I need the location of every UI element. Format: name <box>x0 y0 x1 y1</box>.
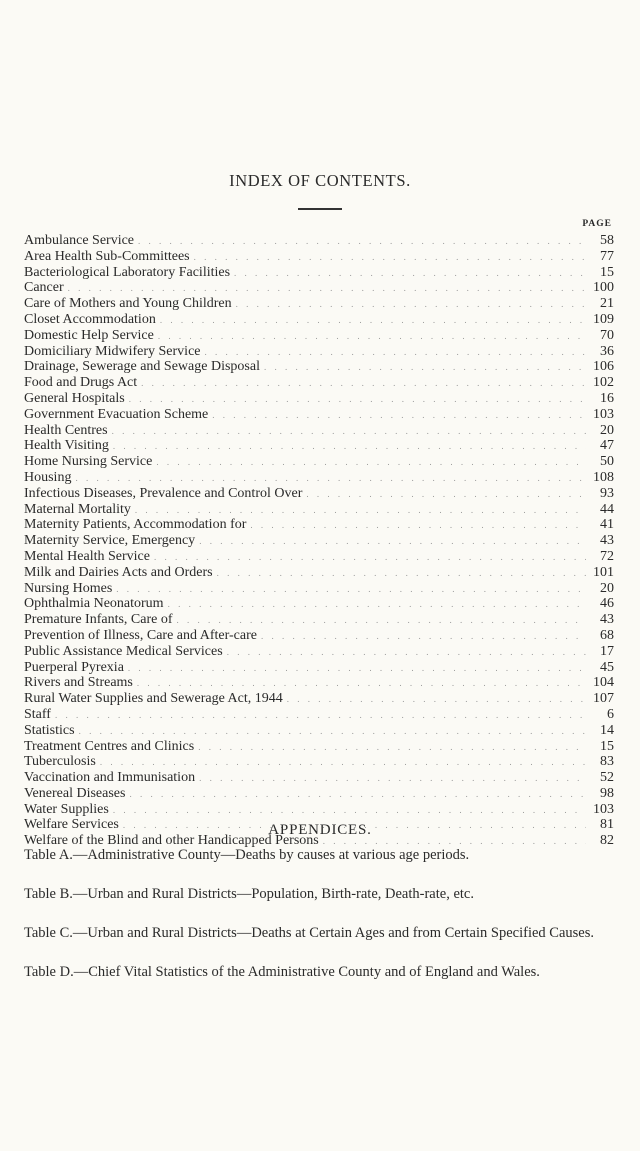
dot-leader <box>194 740 586 756</box>
entry-page: 46 <box>600 596 614 612</box>
entry-page: 36 <box>600 343 614 359</box>
entry-label: Health Visiting <box>24 438 109 454</box>
index-entry <box>24 660 614 676</box>
dot-leader <box>190 250 586 266</box>
entry-page: 104 <box>593 675 614 691</box>
page-title: INDEX OF CONTENTS. <box>229 171 411 190</box>
appendix-item: Table A.—Administrative County—Deaths by causes at various age periods. <box>24 847 470 863</box>
index-entry <box>24 786 614 802</box>
entry-page: 16 <box>600 390 614 406</box>
entry-page: 98 <box>600 785 614 801</box>
index-entry <box>24 581 614 597</box>
index-entry <box>24 565 614 581</box>
index-entry <box>24 454 614 470</box>
index-entry <box>24 328 614 344</box>
index-entry <box>24 470 614 486</box>
entry-label: Closet Accommodation <box>24 311 156 327</box>
entry-page: 47 <box>600 438 614 454</box>
index-entry <box>24 533 614 549</box>
entry-page: 17 <box>600 643 614 659</box>
dot-leader <box>195 771 586 787</box>
entry-label: Prevention of Illness, Care and After-care <box>24 627 257 643</box>
index-entry <box>24 344 614 360</box>
entry-label: Welfare Services <box>24 817 119 833</box>
entry-page: 58 <box>600 233 614 248</box>
index-entry <box>24 233 614 249</box>
entry-label: Maternity Service, Emergency <box>24 533 196 549</box>
entry-label: Maternity Patients, Accommodation for <box>24 517 247 533</box>
index-entry <box>24 675 614 691</box>
entry-label: General Hospitals <box>24 390 125 406</box>
entry-label: Water Supplies <box>24 801 109 817</box>
entry-label: Food and Drugs Act <box>24 375 138 391</box>
entry-label: Nursing Homes <box>24 580 113 596</box>
index-entry <box>24 596 614 612</box>
index-entry <box>24 407 614 423</box>
dot-leader <box>71 471 586 487</box>
entry-label: Milk and Dairies Acts and Orders <box>24 564 213 580</box>
entry-page: 20 <box>600 422 614 438</box>
entry-label: Rivers and Streams <box>24 675 133 691</box>
index-entry <box>24 644 614 660</box>
entry-page: 21 <box>600 296 614 312</box>
dot-leader <box>109 439 586 455</box>
entry-page: 81 <box>600 817 614 833</box>
dot-leader <box>154 329 586 345</box>
dot-leader <box>223 645 586 661</box>
index-entry <box>24 754 614 770</box>
entry-label: Puerperal Pyrexia <box>24 659 124 675</box>
entry-page: 41 <box>600 517 614 533</box>
dot-leader <box>164 597 586 613</box>
dot-leader <box>134 234 586 250</box>
dot-leader <box>302 487 586 503</box>
entry-label: Staff <box>24 706 51 722</box>
entry-page: 103 <box>593 801 614 817</box>
index-entry <box>24 723 614 739</box>
appendix-item: Table C.—Urban and Rural Districts—Deaths at Certain Ages and from Certain Specified Causes. <box>24 925 594 941</box>
page-column-header: PAGE <box>582 219 612 229</box>
appendix-item: Table D.—Chief Vital Statistics of the Administrative County and of England and Wales. <box>24 964 540 980</box>
entry-label: Treatment Centres and Clinics <box>24 738 195 754</box>
entry-label: Venereal Diseases <box>24 785 126 801</box>
entry-label: Rural Water Supplies and Sewerage Act, 1944 <box>24 691 283 707</box>
index-entry <box>24 423 614 439</box>
index-entry <box>24 265 614 281</box>
dot-leader <box>137 376 586 392</box>
entry-label: Bacteriological Laboratory Facilities <box>24 264 231 280</box>
entry-label: Government Evacuation Scheme <box>24 406 209 422</box>
entry-label: Care of Mothers and Young Children <box>24 296 232 312</box>
index-entry <box>24 691 614 707</box>
entry-page: 15 <box>600 264 614 280</box>
appendix-item: Table B.—Urban and Rural Districts—Population, Birth-rate, Death-rate, etc. <box>24 886 474 902</box>
dot-leader <box>232 297 586 313</box>
dot-leader <box>75 724 586 740</box>
entry-page: 45 <box>600 659 614 675</box>
dot-leader <box>201 345 586 361</box>
dot-leader <box>260 360 586 376</box>
index-entry <box>24 612 614 628</box>
entry-label: Infectious Diseases, Prevalence and Control Over <box>24 485 303 501</box>
index-entry <box>24 770 614 786</box>
dot-leader <box>156 313 586 329</box>
entry-label: Welfare of the Blind and other Handicapped Persons <box>24 833 319 849</box>
dot-leader <box>64 281 586 297</box>
index-entry <box>24 438 614 454</box>
dot-leader <box>51 708 586 724</box>
entry-page: 20 <box>600 580 614 596</box>
index-entry <box>24 502 614 518</box>
dot-leader <box>131 503 586 519</box>
entry-label: Cancer <box>24 280 64 296</box>
entry-page: 103 <box>593 406 614 422</box>
entry-label: Home Nursing Service <box>24 454 153 470</box>
appendices-heading: APPENDICES. <box>268 822 372 838</box>
entry-label: Premature Infants, Care of <box>24 612 173 628</box>
entry-label: Domiciliary Midwifery Service <box>24 343 201 359</box>
dot-leader <box>246 518 586 534</box>
title-rule <box>298 208 342 210</box>
entry-page: 70 <box>600 327 614 343</box>
entry-label: Drainage, Sewerage and Sewage Disposal <box>24 359 260 375</box>
index-entry <box>24 549 614 565</box>
index-entry <box>24 517 614 533</box>
entry-page: 50 <box>600 454 614 470</box>
index-list <box>24 233 614 849</box>
dot-leader <box>109 803 586 819</box>
index-entry <box>24 312 614 328</box>
dot-leader <box>173 613 587 629</box>
entry-label: Maternal Mortality <box>24 501 131 517</box>
dot-leader <box>125 787 586 803</box>
entry-label: Public Assistance Medical Services <box>24 643 223 659</box>
entry-label: Housing <box>24 469 72 485</box>
dot-leader <box>133 676 586 692</box>
dot-leader <box>283 692 586 708</box>
dot-leader <box>150 550 586 566</box>
entry-page: 72 <box>600 548 614 564</box>
entry-label: Ophthalmia Neonatorum <box>24 596 164 612</box>
index-entry <box>24 375 614 391</box>
entry-page: 108 <box>593 469 614 485</box>
entry-label: Health Centres <box>24 422 108 438</box>
index-entry <box>24 280 614 296</box>
entry-page: 44 <box>600 501 614 517</box>
entry-page: 107 <box>593 691 614 707</box>
dot-leader <box>195 534 586 550</box>
entry-page: 68 <box>600 627 614 643</box>
index-entry <box>24 486 614 502</box>
index-entry <box>24 391 614 407</box>
dot-leader <box>208 408 586 424</box>
dot-leader <box>230 266 586 282</box>
entry-label: Ambulance Service <box>24 233 135 248</box>
index-entry <box>24 296 614 312</box>
dot-leader <box>152 455 586 471</box>
dot-leader <box>257 629 586 645</box>
dot-leader <box>96 755 586 771</box>
entry-label: Domestic Help Service <box>24 327 154 343</box>
entry-page: 101 <box>593 564 614 580</box>
entry-page: 83 <box>600 754 614 770</box>
entry-label: Vaccination and Immunisation <box>24 770 196 786</box>
entry-page: 100 <box>593 280 614 296</box>
entry-page: 77 <box>600 248 614 264</box>
entry-page: 43 <box>600 612 614 628</box>
dot-leader <box>108 424 586 440</box>
index-entry <box>24 359 614 375</box>
entry-page: 82 <box>600 833 614 849</box>
entry-label: Mental Health Service <box>24 548 150 564</box>
entry-page: 109 <box>593 311 614 327</box>
index-entry <box>24 628 614 644</box>
entry-page: 102 <box>593 375 614 391</box>
entry-page: 15 <box>600 738 614 754</box>
entry-label: Tuberculosis <box>24 754 96 770</box>
dot-leader <box>213 566 586 582</box>
dot-leader <box>124 661 586 677</box>
index-entry <box>24 739 614 755</box>
entry-page: 52 <box>600 770 614 786</box>
dot-leader <box>112 582 586 598</box>
entry-label: Area Health Sub-Committees <box>24 248 190 264</box>
index-entry <box>24 802 614 818</box>
entry-page: 93 <box>600 485 614 501</box>
dot-leader <box>125 392 586 408</box>
entry-page: 14 <box>600 722 614 738</box>
entry-label: Statistics <box>24 722 75 738</box>
entry-page: 106 <box>593 359 614 375</box>
entry-page: 6 <box>607 706 614 722</box>
index-entry <box>24 707 614 723</box>
index-entry <box>24 249 614 265</box>
entry-page: 43 <box>600 533 614 549</box>
